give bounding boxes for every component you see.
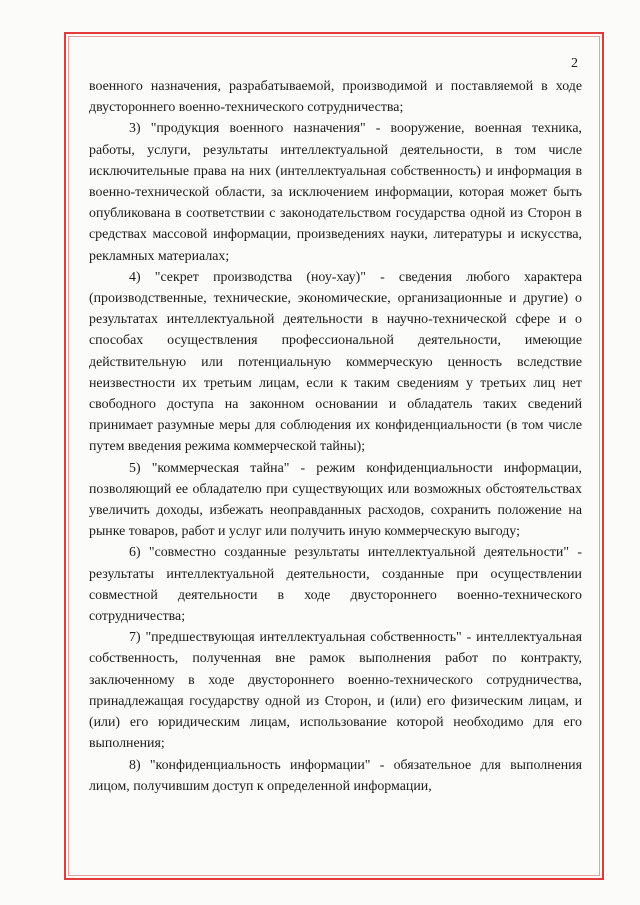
page-number: 2 [571, 56, 578, 71]
paragraph-definition-8: 8) "конфиденциальность информации" - обязательное для выполнения лицом, получившим доступ к определенной информации, [89, 757, 582, 794]
paragraph-definition-6: 6) "совместно созданные результаты интеллектуальной деятельности" - результаты интеллектуальной деятельности, созданные при осуществлении совместной деятельности в ходе двустороннего военно-технического сотрудничества; [89, 545, 582, 625]
paragraph-continuation: военного назначения, разрабатываемой, производимой и поставляемой в ходе двустороннего военно-технического сотрудничества; [89, 79, 582, 116]
paragraph-definition-7: 7) "предшествующая интеллектуальная собственность" - интеллектуальная собственность, полученная вне рамок выполнения работ по контракту, заключенному в ходе двустороннего военно-технического сотрудничества, принадлежащая государству одной из Сторон, и (или) его физическим лицам, и (или) его юридическим лицам, использование которой необходимо для его выполнения; [89, 630, 582, 752]
document-body [89, 76, 582, 797]
paragraph-definition-3: 3) "продукция военного назначения" - вооружение, военная техника, работы, услуги, результаты интеллектуальной деятельности, в том числе исключительные права на них (интеллектуальная собственность) и информация в военно-технической области, за исключением информации, которая может быть опубликована в соответствии с законодательством государства одной из Сторон в средствах массовой информации, произведениях науки, литературы и искусства, рекламных материалах; [89, 121, 582, 264]
paragraph-definition-4: 4) "секрет производства (ноу-хау)" - сведения любого характера (производственные, технические, экономические, организационные и другие) о результатах интеллектуальной деятельности в научно-технической сфере и о способах осуществления профессиональной деятельности, имеющие действительную или потенциальную коммерческую ценность вследствие неизвестности их третьим лицам, если к таким сведениям у третьих лиц нет свободного доступа на законном основании и обладатель таких сведений принимает разумные меры для соблюдения их конфиденциальности (в том числе путем введения режима коммерческой тайны); [89, 269, 582, 455]
paragraph-definition-5: 5) "коммерческая тайна" - режим конфиденциальности информации, позволяющий ее обладателю при существующих или возможных обстоятельствах увеличить доходы, избежать неоправданных расходов, сохранить положение на рынке товаров, работ и услуг или получить иную коммерческую выгоду; [89, 460, 582, 540]
